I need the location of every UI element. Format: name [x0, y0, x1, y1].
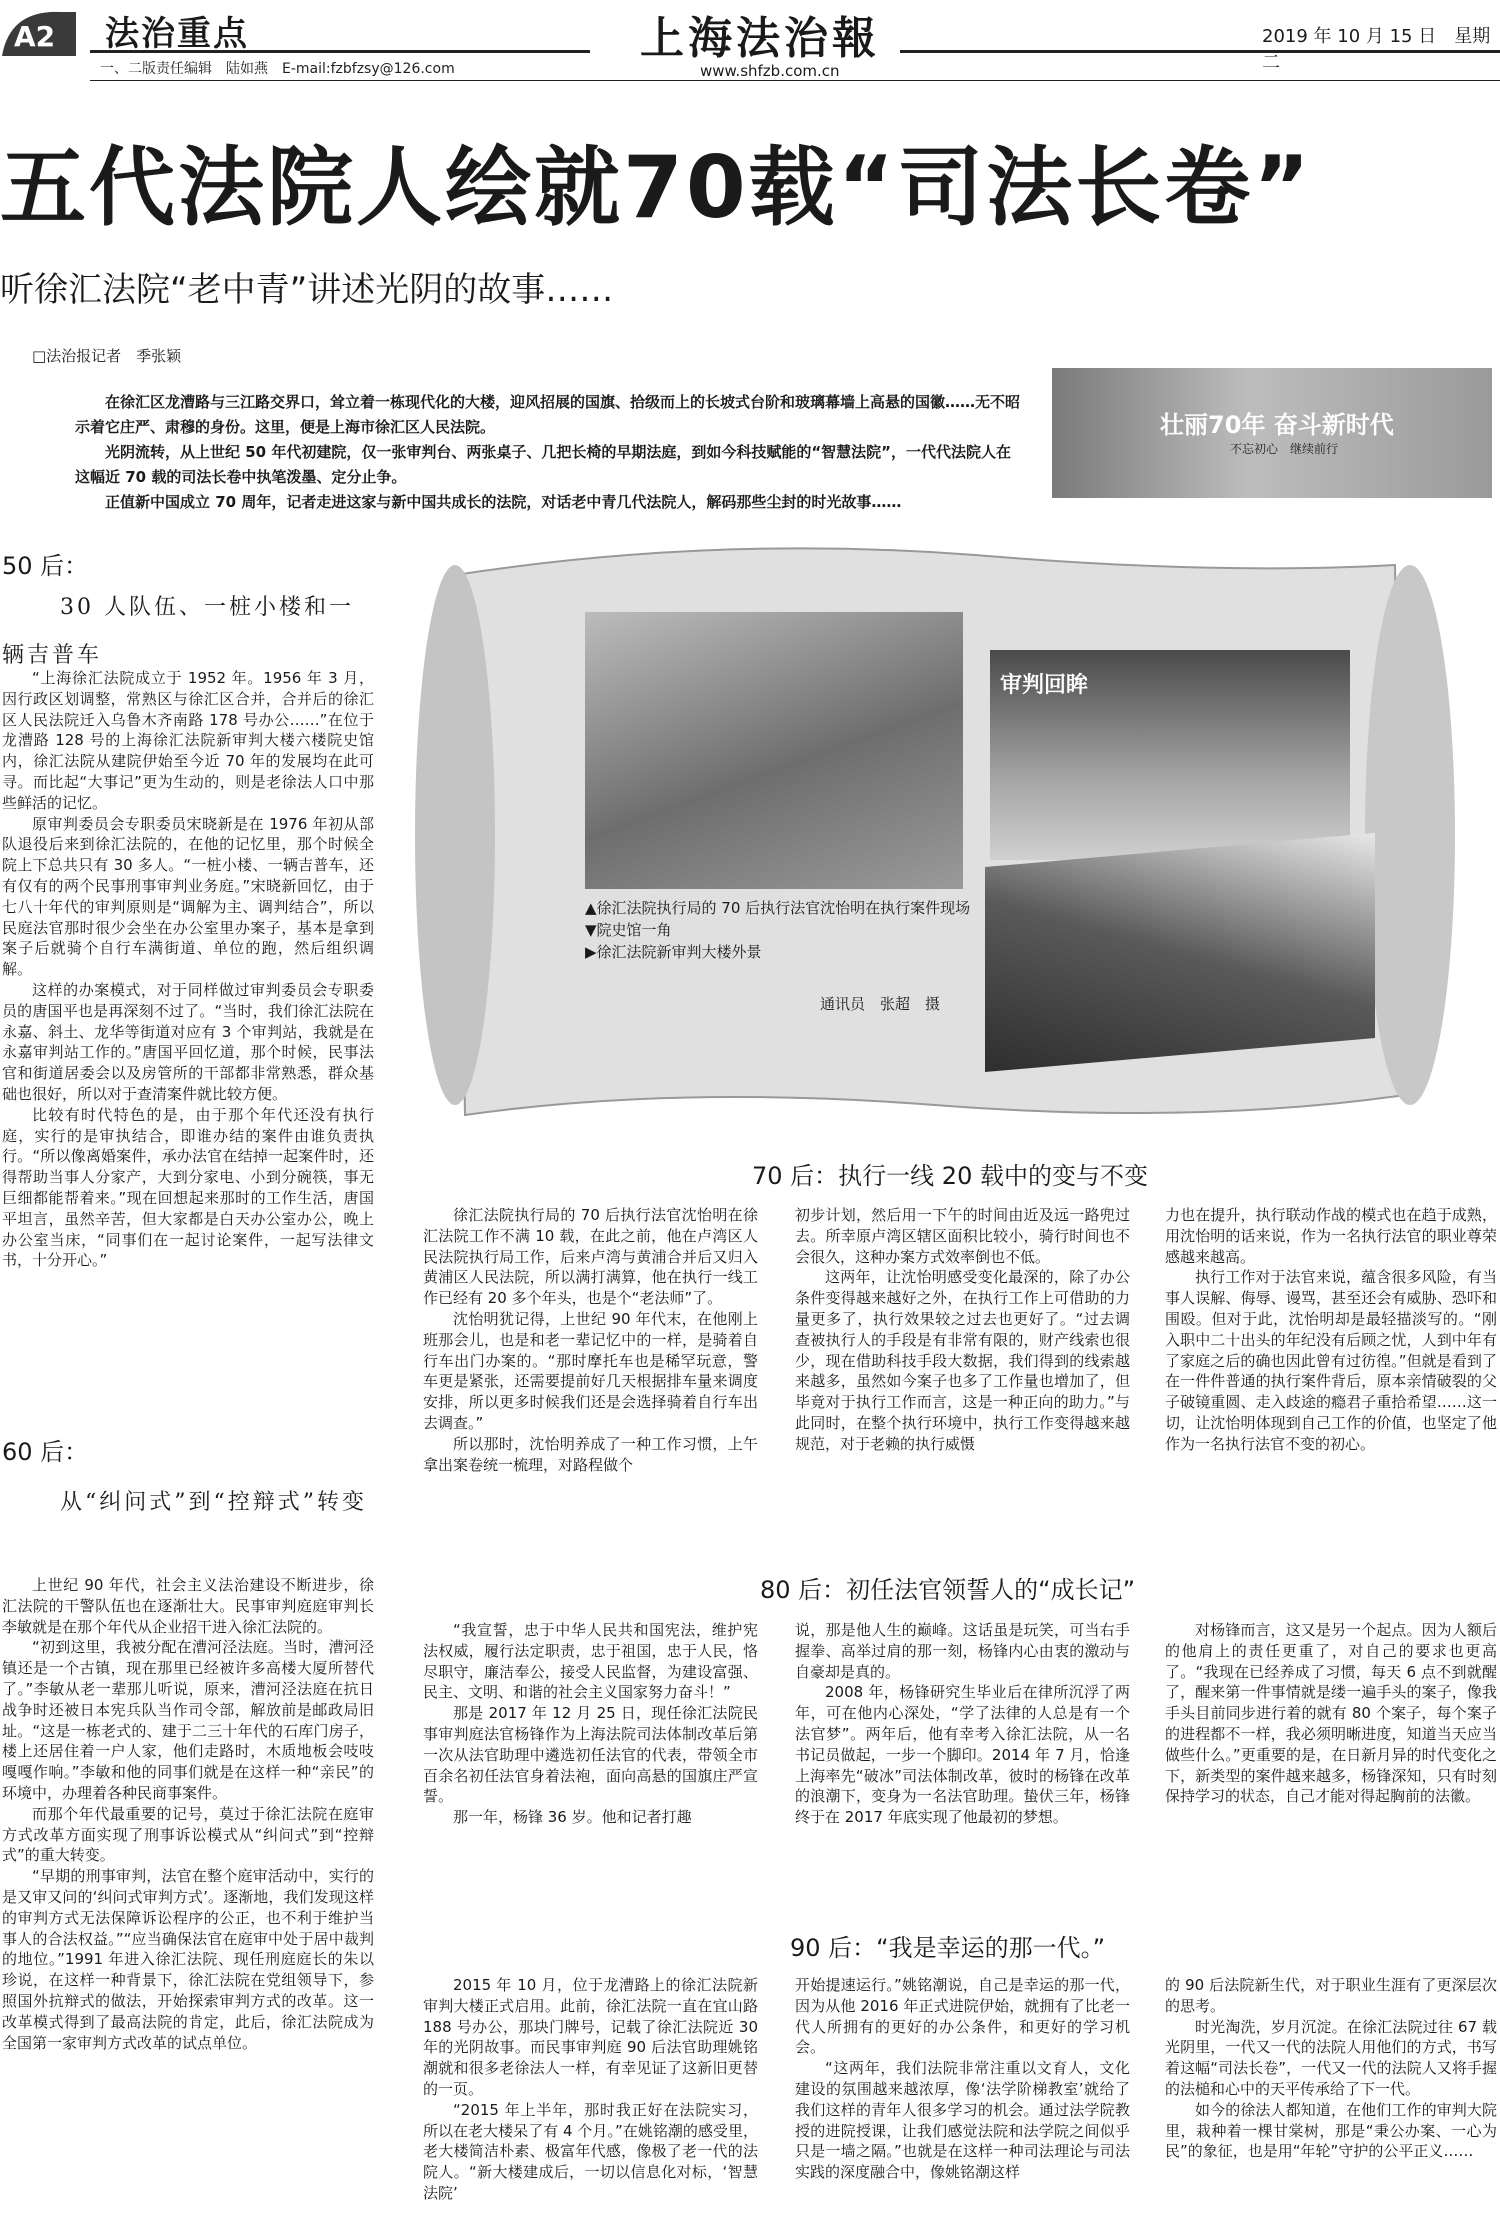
lead-paragraph: 光阴流转，从上世纪 50 年代初建院，仅一张审判台、两张桌子、几把长椅的早期法庭，到如今科技赋能的“智慧法院”，一代代法院人在这幅近 70 载的司法长卷中执笔泼墨、定分止争。 [75, 443, 1012, 486]
paragraph: 那是 2017 年 12 月 25 日，现任徐汇法院民事审判庭法官杨锋作为上海法院司法体制改革后第一次从法官助理中遴选初任法官的代表，带领全市百余名初任法官身着法袍，面向高悬的国旗庄严宣誓。 [423, 1704, 758, 1806]
paragraph: 执行工作对于法官来说，蕴含很多风险，有当事人误解、侮辱、谩骂，甚至还会有威胁、恐吓和围殴。但对于此，沈怡明却是最轻描淡写的。“刚入职中二十出头的年纪没有后顾之忧，人到中年有了家庭之后的确也因此曾有过彷徨。”但就是看到了在一件件普通的执行案件背后，原本亲情破裂的父子破镜重圆、走入歧途的瘾君子重拾希望……这一切，让沈怡明体现到自己工作的价值，也坚定了他作为一名执行法官不变的初心。 [1165, 1268, 1497, 1453]
lead-paragraph: 正值新中国成立 70 周年，记者走进这家与新中国共成长的法院，对话老中青几代法院人，解码那些尘封的时光故事…… [105, 493, 902, 511]
paragraph: 时光淘洗，岁月沉淀。在徐汇法院过往 67 载光阴里，一代又一代的法院人用他们的方式，书写着这幅“司法长卷”，一代又一代的法院人又将手握的法槌和心中的天平传承给了下一代。 [1165, 2017, 1497, 2098]
section-90s-col2 [795, 1975, 1130, 2183]
photo-execution-scene [585, 612, 963, 889]
editor-line: 一、二版责任编辑 陆如燕 E-mail:fzbfzsy@126.com [100, 61, 455, 77]
section-80s-col3 [1165, 1620, 1497, 1807]
paragraph: 原审判委员会专职委员宋晓新是在 1976 年初从部队退役后来到徐汇法院的，在他的记忆里，那个时候全院上下总共只有 30 多人。“一桩小楼、一辆吉普车，还有仅有的两个民事刑事审判业务庭。”宋晓新回忆，由于七八十年代的审判原则是“调解为主、调判结合”，所以民庭法官那时很少会坐在办公室里办案子，基本是拿到案子后就骑个自行车满街道、单位的跑，然后组织调解。 [2, 814, 374, 979]
section-70s-col1 [423, 1205, 758, 1475]
caption-line: ▼院史馆一角 [585, 921, 672, 939]
paper-name: 上海法治報 [640, 13, 880, 64]
section-60s-subheading: 从“纠问式”到“控辩式”转变 [60, 1490, 367, 1515]
paragraph: 开始提速运行。”姚铭潮说，自己是幸运的那一代，因为从他 2016 年正式进院伊始，就拥有了比老一代人所拥有的更好的办公条件，和更好的学习机会。 [795, 1976, 1130, 2057]
paragraph: “初到这里，我被分配在漕河泾法庭。当时，漕河泾镇还是一个古镇，现在那里已经被许多高楼大厦所替代了。”李敏从老一辈那儿听说，原来，漕河泾法庭在抗日战争时还被日本宪兵队当作司令部，解放前是邮政局旧址。“这是一栋老式的、建于二三十年代的石库门房子，楼上还居住着一户人家，他们走路时，木质地板会吱吱嘎嘎作响。”李敏和他的同事们就是在这样一种“亲民”的环境中，办理着各种民商事案件。 [2, 1638, 374, 1802]
paragraph: “上海徐汇法院成立于 1952 年。1956 年 3 月，因行政区划调整，常熟区与徐汇区合并，合并后的徐汇区人民法院迁入乌鲁木齐南路 178 号办公……”在位于龙漕路 128 号的上海徐汇法院新审判大楼六楼院史馆内，徐汇法院从建院伊始至今近 70 年的发展均在此可寻。而比起“大事记”更为生动的，则是老徐法人口中那些鲜活的记忆。 [2, 669, 374, 812]
lead-paragraphs [75, 390, 1020, 515]
paragraph: 这两年，让沈怡明感受变化最深的，除了办公条件变得越来越好之外，在执行工作上可借助的力量更多了，执行效果较之过去也更好了。“过去调查被执行人的手段是有非常有限的，财产线索也很少，现在借助科技手段大数据，我们得到的线索越来越多，虽然如今案子也多了工作量也增加了，但毕竟对于执行工作而言，这是一种正向的助力。”与此同时，在整个执行环境中，执行工作变得越来越规范，对于老赖的执行威慑 [795, 1268, 1130, 1453]
section-50s-subheading: 30 人队伍、一桩小楼和一辆吉普车 [2, 595, 354, 668]
page-label: A2 [14, 20, 56, 53]
banner-subtitle: 不忘初心 继续前行 [1230, 442, 1339, 456]
section-80s-col1 [423, 1620, 758, 1828]
paragraph: “这两年，我们法院非常注重以文育人，文化建设的氛围越来越浓厚，像‘法学阶梯教室’就给了我们这样的青年人很多学习的机会。通过法学院教授的进院授课，让我们感觉法院和法学院之间似乎只是一墙之隔。”也就是在这样一种司法理论与司法实践的深度融合中，像姚铭潮这样 [795, 2059, 1130, 2182]
paragraph: “2015 年上半年，那时我正好在法院实习，所以在老大楼呆了有 4 个月。”在姚铭潮的感受里，老大楼简洁朴素、极富年代感，像极了老一代的法院人。“新大楼建成后，一切以信息化对标，‘智慧法院’ [423, 2100, 758, 2202]
paragraph: 这样的办案模式，对于同样做过审判委员会专职委员的唐国平也是再深刻不过了。“当时，我们徐汇法院在永嘉、斜土、龙华等街道对应有 3 个审判站，我就是在永嘉审判站工作的。”唐国平回忆道，那个时候，民事法官和街道居委会以及房管所的干部都非常熟悉，群众基础也很好，所以对于查清案件就比较方便。 [2, 980, 374, 1103]
section-90s-col1 [423, 1975, 758, 2204]
photo-court-building [985, 833, 1375, 1072]
paragraph: 上世纪 90 年代，社会主义法治建设不断进步，徐汇法院的干警队伍也在逐渐壮大。民事审判庭庭审判长李敏就是在那个年代从企业招干进入徐汇法院的。 [2, 1576, 374, 1636]
section-70s-col2 [795, 1205, 1130, 1455]
photo-caption [585, 897, 975, 963]
paragraph: 徐汇法院执行局的 70 后执行法官沈怡明在徐汇法院工作不满 10 载，在此之前，他在卢湾区人民法院执行局工作，后来卢湾与黄浦合并后又归入黄浦区人民法院，所以满打满算，他在执行一线工作已经有 20 多个年头，也是个“老法师”了。 [423, 1206, 758, 1308]
masthead-rule-right [900, 50, 1500, 53]
section-50s-heading: 50 后： [2, 552, 89, 580]
paragraph: “早期的刑事审判，法官在整个庭审活动中，实行的是又审又问的‘纠问式审判方式’。逐渐地，我们发现这样的审判方式无法保障诉讼程序的公正，也不利于维护当事人的合法权益。”“应当确保法官在庭审中处于居中裁判的地位。”1991 年进入徐汇法院、现任刑庭庭长的朱以珍说，在这样一种背景下，徐汇法院在党组领导下，参照国外抗辩式的做法，开始探索审判方式的改革。这一改革模式得到了最高法院的肯定，此后，徐汇法院成为全国第一家审判方式改革的试点单位。 [2, 1867, 374, 2052]
paragraph: 如今的徐法人都知道，在他们工作的审判大院里，栽种着一棵甘棠树，那是“秉公办案、一心为民”的象征，也是用“年轮”守护的公平正义…… [1165, 2100, 1497, 2161]
section-title: 法治重点 [105, 14, 249, 54]
paragraph: 而那个年代最重要的记号，莫过于徐汇法院在庭审方式改革方面实现了刑事诉讼模式从“纠问式”到“控辩式”的重大转变。 [2, 1804, 374, 1865]
section-80s-heading: 80 后：初任法官领誓人的“成长记” [760, 1576, 1136, 1604]
banner-title: 壮丽70年 奋斗新时代 [1160, 411, 1394, 439]
photo-credit: 通讯员 张超 摄 [820, 995, 941, 1013]
section-70s-col3 [1165, 1205, 1497, 1455]
issue-date: 2019 年 10 月 15 日 星期二 [1262, 26, 1491, 73]
lead-paragraph: 在徐汇区龙漕路与三江路交界口，耸立着一栋现代化的大楼，迎风招展的国旗、拾级而上的长坡式台阶和玻璃幕墙上高悬的国徽……无不昭示着它庄严、肃穆的身份。这里，便是上海市徐汇区人民法院。 [75, 393, 1021, 436]
paragraph: 对杨锋而言，这又是另一个起点。因为人额后的他肩上的责任更重了，对自己的要求也更高了。“我现在已经养成了习惯，每天 6 点不到就醒了，醒来第一件事情就是缕一遍手头的案子，像我手头目前同步进行着的就有 80 个案子，每个案子的进程都不一样，我必须明晰进度，知道当天应当做些什么。”更重要的是，在日新月异的时代变化之下，新类型的案件越来越多，杨锋深知，只有时刻保持学习的状态，自己才能对得起胸前的法徽。 [1165, 1621, 1497, 1806]
paper-url: www.shfzb.com.cn [700, 62, 840, 80]
paragraph: 2008 年，杨锋研究生毕业后在律所沉浮了两年，可在他内心深处，“学了法律的人总是有一个法官梦”。两年后，他有幸考入徐汇法院，从一名书记员做起，一步一个脚印。2014 年 7 月，恰逢上海率先“破冰”司法体制改革，彼时的杨锋在改革的浪潮下，变身为一名法官助理。蛰伏三年，杨锋终于在 2017 年底实现了他最初的梦想。 [795, 1683, 1130, 1827]
paragraph: 说，那是他人生的巅峰。这话虽是玩笑，可当右手握拳、高举过肩的那一刻，杨锋内心由衷的激动与自豪却是真的。 [795, 1621, 1130, 1681]
paragraph: 那一年，杨锋 36 岁。他和记者打趣 [453, 1808, 692, 1827]
paragraph: 比较有时代特色的是，由于那个年代还没有执行庭，实行的是审执结合，即谁办结的案件由谁负责执行。“所以像离婚案件，承办法官在结掉一起案件时，还得帮助当事人分家产，大到分家电、小到分碗筷，事无巨细都能帮着来。”现在回想起来那时的工作生活，唐国平坦言，虽然辛苦，但大家都是白天办公室办公，晚上办公室当床，“同事们在一起讨论案件，一起写法律文书，十分开心。” [2, 1105, 374, 1270]
section-90s-heading: 90 后：“我是幸运的那一代。” [790, 1934, 1106, 1962]
paragraph: 初步计划，然后用一下午的时间由近及远一路兜过去。所幸原卢湾区辖区面积比较小，骑行时间也不会很久，这种办案方式效率倒也不低。 [795, 1206, 1130, 1266]
history-hall-sign: 审判回眸 [1000, 673, 1089, 698]
subheadline: 听徐汇法院“老中青”讲述光阴的故事…… [0, 270, 614, 310]
section-60s-body [2, 1575, 374, 2053]
masthead-rule [90, 50, 590, 53]
paragraph: 所以那时，沈怡明养成了一种工作习惯，上午拿出案卷统一梳理，对路程做个 [423, 1434, 758, 1474]
headline: 五代法院人绘就70载“司法长卷” [0, 138, 1313, 238]
section-70s-heading: 70 后：执行一线 20 载中的变与不变 [752, 1162, 1148, 1190]
masthead-rule-bottom [90, 80, 1500, 81]
paragraph: 沈怡明犹记得，上世纪 90 年代末，在他刚上班那会儿，也是和老一辈记忆中的一样，是骑着自行车出门办案的。“那时摩托车也是稀罕玩意，警车更是紧张，还需要提前好几天根据排车量来调度安排，所以更多时候我们还是会选择骑着自行车出去调查。” [423, 1309, 758, 1432]
section-60s-heading: 60 后： [2, 1438, 89, 1466]
section-90s-col3 [1165, 1975, 1497, 2162]
section-80s-col2 [795, 1620, 1130, 1828]
caption-line: ▲徐汇法院执行局的 70 后执行法官沈怡明在执行案件现场 [585, 899, 971, 917]
paragraph: 力也在提升，执行联动作战的模式也在趋于成熟，用沈怡明的话来说，作为一名执行法官的职业尊荣感越来越高。 [1165, 1206, 1497, 1266]
paragraph: 2015 年 10 月，位于龙漕路上的徐汇法院新审判大楼正式启用。此前，徐汇法院一直在宜山路 188 号办公，那块门牌号，记载了徐汇法院近 30 年的光阴故事。而民事审判庭 90 后法官助理姚铭潮就和很多老徐法人一样，有幸见证了这新旧更替的一页。 [423, 1976, 758, 2098]
paragraph: “我宣誓，忠于中华人民共和国宪法，维护宪法权威，履行法定职责，忠于祖国，忠于人民，恪尽职守，廉洁奉公，接受人民监督，为建设富强、民主、文明、和谐的社会主义国家努力奋斗！” [423, 1621, 758, 1702]
section-50s-body [2, 668, 374, 1271]
caption-line: ▶徐汇法院新审判大楼外景 [585, 943, 762, 961]
page-badge [0, 6, 78, 58]
paragraph: 的 90 后法院新生代，对于职业生涯有了更深层次的思考。 [1165, 1976, 1497, 2015]
byline: □法治报记者 季张颖 [32, 347, 182, 365]
